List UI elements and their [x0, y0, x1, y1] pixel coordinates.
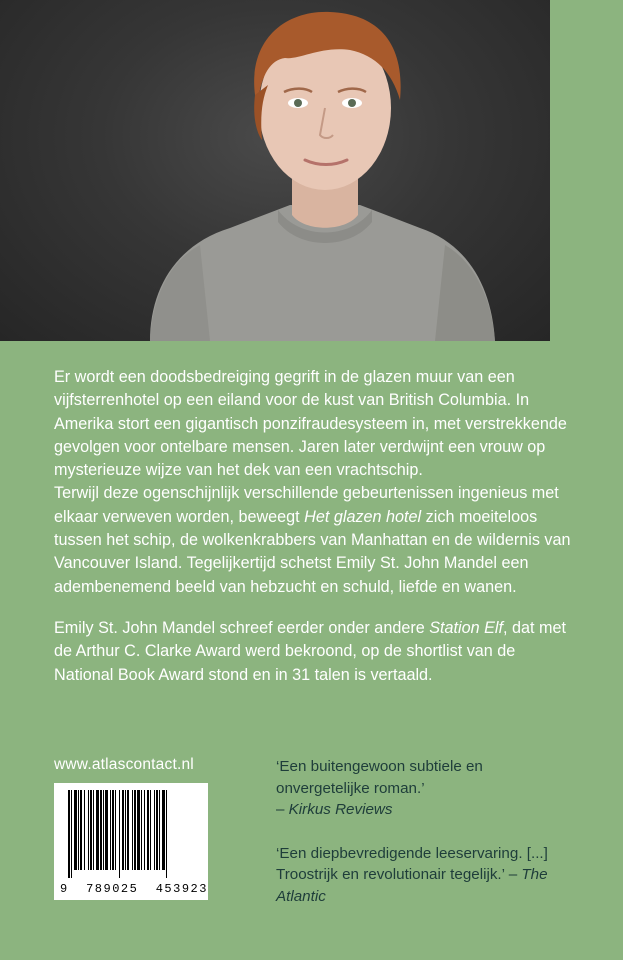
barcode-bar	[119, 790, 120, 878]
barcode-bar	[166, 790, 167, 878]
review-quote-1: ‘Een buitengewoon subtiele en onvergetelijke roman.’ – Kirkus Reviews	[276, 758, 483, 818]
book-title: Het glazen hotel	[304, 507, 422, 526]
barcode-bar	[147, 790, 149, 870]
author-photo	[0, 0, 550, 341]
blurb-paragraph-1: Er wordt een doodsbedreiging gegrift in de glazen muur van een vijfsterrenhotel op een eiland voor de kust van British Columbia. In Amerika stort een gigantisch ponzifraudesysteem in, met verstrekkende gevolgen voor ontelbare mensen. Jaren later verdwijnt een vrouw op mysterieuze wijze van het dek van een vrachtschip.	[54, 368, 567, 480]
barcode-bar	[159, 790, 160, 870]
barcode-bar	[100, 790, 102, 870]
author-bio-start: Emily St. John Mandel schreef eerder onder andere	[54, 618, 430, 637]
barcode-bar	[74, 790, 77, 870]
barcode-bar	[144, 790, 145, 870]
barcode-bar	[110, 790, 111, 870]
isbn-barcode	[54, 783, 208, 900]
barcode-bar	[115, 790, 116, 870]
blurb-paragraph-2	[54, 482, 574, 598]
barcode-bar	[78, 790, 79, 870]
barcode-bar	[96, 790, 99, 870]
barcode-bar	[122, 790, 124, 870]
barcode-bar	[137, 790, 140, 870]
barcode-bar	[68, 790, 70, 878]
barcode-bar	[154, 790, 155, 870]
barcode-bars	[62, 790, 200, 878]
author-portrait-illustration	[0, 0, 550, 341]
barcode-bar	[156, 790, 158, 870]
barcode-bar	[127, 790, 129, 870]
previous-book-title: Station Elf	[429, 618, 504, 637]
review-quote-1-text: ‘Een buitengewoon subtiele en onvergetelijke roman.’	[276, 758, 483, 797]
barcode-bar	[84, 790, 85, 870]
barcode-bar	[134, 790, 136, 870]
isbn-digits: 9 789025 453923	[60, 882, 208, 896]
barcode-bar	[125, 790, 126, 870]
review-quotes	[276, 756, 576, 907]
barcode-bar	[112, 790, 114, 870]
barcode-bar	[93, 790, 94, 870]
publisher-url[interactable]: www.atlascontact.nl	[54, 756, 194, 773]
barcode-bar	[88, 790, 89, 870]
barcode-bar	[150, 790, 151, 870]
author-bio-paragraph	[54, 617, 574, 687]
review-quote-2: ‘Een diepbevredigende leeservaring. [...] Troostrijk en revolutionair tegelijk.’ – The Atlantic	[276, 844, 548, 905]
blurb-text	[54, 366, 574, 687]
barcode-bar	[90, 790, 92, 870]
author-bio-end: , dat met de Arthur C. Clarke Award werd bekroond, op de shortlist van de National Book Award stond en in 31 talen is vertaald.	[54, 618, 566, 684]
barcode-bar	[162, 790, 165, 870]
blurb-paragraph-2-start: Terwijl deze ogenschijnlijk verschillende gebeurtenissen ingenieus met elkaar verweven worden, beweegt	[54, 484, 559, 526]
review-quote-1-source: Kirkus Reviews	[288, 801, 393, 818]
barcode-bar	[103, 790, 104, 870]
barcode-bar	[132, 790, 133, 870]
review-quote-2-source: The Atlantic	[276, 866, 548, 905]
barcode-bar	[141, 790, 142, 870]
blurb-paragraph-2-end: zich moeiteloos tussen het schip, de wolkenkrabbers van Manhattan en de wildernis van Vancouver Island. Tegelijkertijd schetst Emily St. John Mandel een adembenemend beeld van hebzucht en schuld, liefde en wanen.	[54, 507, 571, 596]
barcode-bar	[80, 790, 82, 870]
barcode-bar	[71, 790, 72, 878]
barcode-bar	[105, 790, 108, 870]
review-quote-2-text: ‘Een diepbevredigende leeservaring. [...] Troostrijk en revolutionair tegelijk.’	[276, 844, 548, 883]
